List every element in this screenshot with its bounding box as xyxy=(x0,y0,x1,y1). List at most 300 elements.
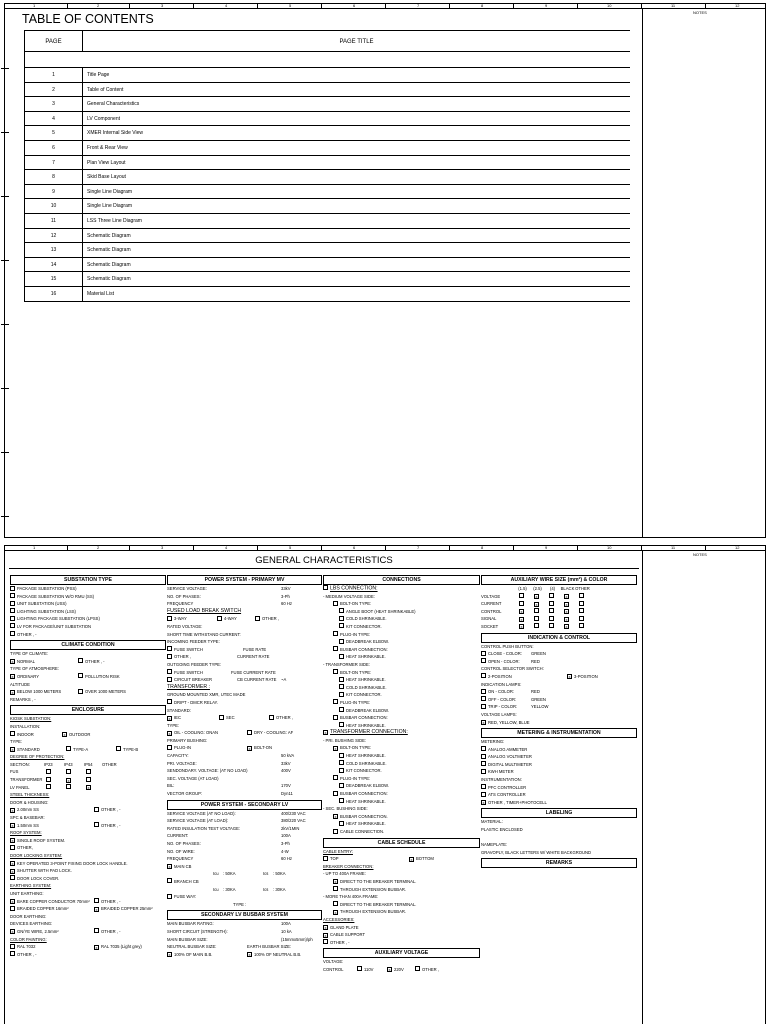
fuse-way-row xyxy=(167,893,322,901)
toc-page-title[interactable]: Single Line Diagram xyxy=(87,203,133,210)
toc-page-number: 10 xyxy=(25,199,83,213)
toc-page-title[interactable]: Front & Rear View xyxy=(87,144,128,151)
ip43-checkbox[interactable] xyxy=(66,778,71,783)
toc-page-number: 5 xyxy=(25,126,83,140)
toc-page-title[interactable]: Single Line Diagram xyxy=(87,188,133,195)
bare-other-checkbox[interactable] xyxy=(94,898,99,903)
kv-value[interactable]: (15mmx5mm)/ph xyxy=(281,936,313,942)
busbar-checkbox[interactable] xyxy=(333,791,338,796)
ip54-checkbox[interactable] xyxy=(86,769,91,774)
busbar-checkbox[interactable] xyxy=(333,715,338,720)
handle-checkbox[interactable] xyxy=(10,861,15,866)
kv-label: SERVICE VOLTAGE (AT LOAD): xyxy=(167,818,229,824)
spc-other-checkbox[interactable] xyxy=(94,822,99,827)
dry-checkbox[interactable] xyxy=(247,730,252,735)
wire-checkbox[interactable] xyxy=(534,594,539,599)
label: Ics xyxy=(263,886,269,892)
label: BRANCH CB xyxy=(174,878,199,884)
label: OTHER , - xyxy=(330,939,350,945)
secondary-rows xyxy=(167,810,322,863)
outdoor-checkbox[interactable] xyxy=(62,732,67,737)
ip23-checkbox[interactable] xyxy=(46,784,51,789)
label: IP23 xyxy=(44,761,53,767)
way4-checkbox[interactable] xyxy=(217,616,222,621)
kv-value[interactable]: 33kV xyxy=(281,586,291,591)
wire-checkbox[interactable] xyxy=(549,616,554,621)
door-thickness-checkbox[interactable] xyxy=(10,808,15,813)
door-other-checkbox[interactable] xyxy=(94,807,99,812)
bare-copper-row xyxy=(10,898,166,906)
rated-voltage: RATED VOLTAGE: xyxy=(167,623,203,629)
cooling-row xyxy=(167,729,322,737)
notes-label: NOTES xyxy=(693,10,707,15)
label: RED, YELLOW, BLUE xyxy=(488,719,530,725)
label: EARTH BUSBAR SIZE: xyxy=(247,944,292,950)
kv-row xyxy=(167,767,322,775)
toc-page-title[interactable]: XMER Internal Side View xyxy=(87,130,144,137)
toc-page-title[interactable]: Material List xyxy=(87,290,114,297)
v220-checkbox[interactable] xyxy=(387,967,392,972)
label: ATS CONTROLLER xyxy=(488,792,526,798)
digital-checkbox[interactable] xyxy=(481,761,486,766)
label: ANALOG VOLTMETER xyxy=(488,754,532,760)
off-row xyxy=(481,696,637,704)
cable-checkbox[interactable] xyxy=(333,829,338,834)
cb-row xyxy=(167,676,322,684)
ats-row xyxy=(481,791,637,799)
oil-checkbox[interactable] xyxy=(167,731,172,736)
connections-header: CONNECTIONS xyxy=(323,575,480,585)
substation-checkbox[interactable] xyxy=(10,608,15,613)
label: : 30KA xyxy=(223,886,236,892)
voltmeter-checkbox[interactable] xyxy=(481,754,486,759)
substation-checkbox[interactable] xyxy=(10,586,15,591)
other-checkbox[interactable] xyxy=(78,658,83,663)
substation-checkbox[interactable] xyxy=(10,623,15,628)
trip-checkbox[interactable] xyxy=(481,704,486,709)
cold-checkbox[interactable] xyxy=(339,684,344,689)
busbar-checkbox[interactable] xyxy=(333,646,338,651)
close-checkbox[interactable] xyxy=(481,651,486,656)
kv-value[interactable]: 33kV xyxy=(281,760,291,766)
bottom-checkbox[interactable] xyxy=(409,857,414,862)
label: DRY - COOLING: AF xyxy=(254,730,294,736)
wire-checkbox[interactable] xyxy=(579,608,584,613)
wire-col-header: (1.5) xyxy=(518,586,527,591)
label: HEAT SHRINKABLE. xyxy=(346,753,386,759)
bolt-on-checkbox[interactable] xyxy=(333,601,338,606)
ip43-checkbox[interactable] xyxy=(66,769,71,774)
kv-value[interactable]: 3-Ph xyxy=(281,593,290,599)
kv-value[interactable]: 60 Hz xyxy=(281,856,292,862)
kv-value[interactable]: 2kV/1MIN xyxy=(281,825,300,831)
shutter-checkbox[interactable] xyxy=(10,869,15,874)
through-checkbox[interactable] xyxy=(333,886,338,891)
label: OTHER , xyxy=(174,654,191,660)
door-row xyxy=(10,806,166,814)
ats-checkbox[interactable] xyxy=(481,792,486,797)
plugin-checkbox[interactable] xyxy=(167,745,172,750)
label: OTHER , TIMER+PHOTOCELL xyxy=(488,799,547,805)
voltage-label: VOLTAGE: xyxy=(323,959,344,965)
label: Icu xyxy=(213,871,219,877)
wire-checkbox[interactable] xyxy=(519,617,524,622)
label: ANALOG AMMETER xyxy=(488,746,528,752)
busbar-rows xyxy=(167,920,322,943)
toc-page-title[interactable]: Schematic Diagram xyxy=(87,232,131,239)
deadbreak-checkbox[interactable] xyxy=(339,783,344,788)
heat-checkbox[interactable] xyxy=(339,798,344,803)
toc-page-title[interactable]: Schematic Diagram xyxy=(87,276,131,283)
standard-checkbox[interactable] xyxy=(10,747,15,752)
wire-grid-header xyxy=(481,585,637,593)
steel-label: STEEL THICKNESS: xyxy=(10,792,50,798)
cold-row xyxy=(323,684,480,692)
gnyb-checkbox[interactable] xyxy=(10,929,15,934)
wire-checkbox[interactable] xyxy=(564,609,569,614)
direct-checkbox[interactable] xyxy=(333,879,338,884)
kv-label: NO. OF PHASES: xyxy=(167,841,201,846)
bolt-on-checkbox[interactable] xyxy=(333,669,338,674)
ammeter-checkbox[interactable] xyxy=(481,746,486,751)
kv-value[interactable]: 4-W xyxy=(281,848,289,854)
wire-checkbox[interactable] xyxy=(549,623,554,628)
bushing-row xyxy=(167,744,322,752)
wire-checkbox[interactable] xyxy=(519,624,524,629)
substation-type-item xyxy=(10,631,166,639)
ryb-checkbox[interactable] xyxy=(481,720,486,725)
fuse-switch-out-checkbox[interactable] xyxy=(167,669,172,674)
direct-checkbox[interactable] xyxy=(333,901,338,906)
ral7032-checkbox[interactable] xyxy=(10,944,15,949)
kv-value[interactable]: 170V xyxy=(281,783,291,789)
plugin-checkbox[interactable] xyxy=(333,631,338,636)
wire-checkbox[interactable] xyxy=(519,601,524,606)
wire-col-header: OTHER xyxy=(575,586,590,591)
kv-value[interactable]: 50 kVA xyxy=(281,753,295,759)
type-label: TYPE: xyxy=(10,739,23,745)
pfc-checkbox[interactable] xyxy=(481,784,486,789)
type-a-checkbox[interactable] xyxy=(66,746,71,751)
label: PFC CONTROLLER xyxy=(488,784,527,790)
kv-row xyxy=(167,600,322,608)
nameplate-label: NAMEPLATE: xyxy=(481,842,508,848)
pos2-checkbox[interactable] xyxy=(481,673,486,678)
bolt-on-row xyxy=(323,744,480,752)
sec-checkbox[interactable] xyxy=(219,715,224,720)
heat-checkbox[interactable] xyxy=(339,722,344,727)
handle-row xyxy=(10,860,166,868)
wire-checkbox[interactable] xyxy=(534,623,539,628)
heat-row xyxy=(323,676,480,684)
label: OIL - COOLING: ONAN xyxy=(174,730,219,736)
ip23-checkbox[interactable] xyxy=(46,769,51,774)
wire-checkbox[interactable] xyxy=(534,602,539,607)
label: TRIP - COLOR: xyxy=(488,704,518,710)
label: DEADBREAK ELBOW. xyxy=(346,707,390,713)
climate-type-label: TYPE OF CLIMATE: xyxy=(10,651,49,657)
kv-value[interactable]: 400/230 VAC xyxy=(281,810,306,816)
open-row xyxy=(481,658,637,666)
kv-value[interactable]: 60 Hz xyxy=(281,601,292,607)
aux-other-checkbox[interactable] xyxy=(415,966,420,971)
neutral-100-checkbox[interactable] xyxy=(167,952,172,957)
label: DIRECT TO THE BREAKER TERMINAL. xyxy=(340,878,417,884)
plugin-checkbox[interactable] xyxy=(333,775,338,780)
ruler-number: 3 xyxy=(161,545,164,550)
pollution-checkbox[interactable] xyxy=(78,673,83,678)
substation-checkbox[interactable] xyxy=(10,601,15,606)
cable-other-checkbox[interactable] xyxy=(323,939,328,944)
deadbreak-row xyxy=(323,707,480,715)
up-to: - UP TO 400A FRAME: xyxy=(323,871,366,877)
iec-checkbox[interactable] xyxy=(167,716,172,721)
ip23-checkbox[interactable] xyxy=(46,777,51,782)
label: BOLT-ON xyxy=(254,745,273,751)
fuse-way-checkbox[interactable] xyxy=(167,894,172,899)
notes-column xyxy=(642,9,765,537)
wire-checkbox[interactable] xyxy=(564,624,569,629)
color-row xyxy=(10,943,166,951)
toc-page-number: 1 xyxy=(25,68,83,82)
gland-row xyxy=(323,924,480,932)
cable-row xyxy=(323,828,480,836)
fuse-switch-checkbox[interactable] xyxy=(167,646,172,651)
heat-checkbox[interactable] xyxy=(339,654,344,659)
ral7035-checkbox[interactable] xyxy=(94,945,99,950)
kv-row xyxy=(167,928,322,936)
support-checkbox[interactable] xyxy=(323,933,328,938)
color-other-checkbox[interactable] xyxy=(10,951,15,956)
label: BOLT-ON TYPE: xyxy=(340,669,372,675)
kit-checkbox[interactable] xyxy=(339,692,344,697)
kv-row xyxy=(167,840,322,848)
cold-checkbox[interactable] xyxy=(339,760,344,765)
tr-conn-checkbox[interactable] xyxy=(323,730,328,735)
cold-checkbox[interactable] xyxy=(339,616,344,621)
ip54-checkbox[interactable] xyxy=(86,785,91,790)
deadbreak-checkbox[interactable] xyxy=(339,707,344,712)
toc-page-title[interactable]: LV Component xyxy=(87,115,120,122)
top-checkbox[interactable] xyxy=(323,856,328,861)
wire-checkbox[interactable] xyxy=(519,609,524,614)
wire-checkbox[interactable] xyxy=(579,616,584,621)
entry-row xyxy=(323,855,480,863)
label: DIRECT TO THE BREAKER TERMINAL. xyxy=(340,901,417,907)
incoming-label: INCOMING FEEDER TYPE: xyxy=(167,639,220,645)
std-other-checkbox[interactable] xyxy=(269,715,274,720)
wire-checkbox[interactable] xyxy=(564,617,569,622)
way-other-checkbox[interactable] xyxy=(255,616,260,621)
bolton-checkbox[interactable] xyxy=(247,746,252,751)
installation-row xyxy=(10,731,166,739)
branch-cb-checkbox[interactable] xyxy=(167,878,172,883)
wire-checkbox[interactable] xyxy=(534,608,539,613)
pos3-checkbox[interactable] xyxy=(567,674,572,679)
toc-page-number: 9 xyxy=(25,185,83,199)
wire-checkbox[interactable] xyxy=(534,616,539,621)
devices-earth-label: DEVICES EARTHING: xyxy=(10,921,53,927)
earth-100-checkbox[interactable] xyxy=(247,952,252,957)
angle-checkbox[interactable] xyxy=(339,608,344,613)
substation-checkbox[interactable] xyxy=(10,616,15,621)
kv-row xyxy=(167,810,322,818)
gnyb-other-checkbox[interactable] xyxy=(94,928,99,933)
main-cb-values xyxy=(167,870,322,878)
label: DIGITAL MULTIMETER xyxy=(488,761,532,767)
ruler-number: 10 xyxy=(607,545,612,550)
main-cb-checkbox[interactable] xyxy=(167,864,172,869)
kv-label: SEC. VOLTAGE (AT LOAD) xyxy=(167,775,219,781)
braided25-checkbox[interactable] xyxy=(94,907,99,912)
heat-checkbox[interactable] xyxy=(339,753,344,758)
busbar-row xyxy=(323,790,480,798)
door-lock-cover-checkbox[interactable] xyxy=(10,875,15,880)
kv-label: MAIN BUSBAR SIZE: xyxy=(167,936,208,942)
kv-value[interactable]: 100A xyxy=(281,921,291,927)
label: BUSBAR CONNECTION. xyxy=(340,813,388,819)
toc-page-title[interactable]: Plan View Layout xyxy=(87,159,126,166)
ruler-number: 12 xyxy=(735,545,740,550)
wire-checkbox[interactable] xyxy=(564,594,569,599)
label: INDOOR xyxy=(17,731,34,737)
toc-page-title[interactable]: Skid Base Layout xyxy=(87,174,126,181)
aux-voltage-header: AUXILIARY VOLTAGE xyxy=(323,948,480,958)
heat-checkbox[interactable] xyxy=(339,677,344,682)
wire-checkbox[interactable] xyxy=(564,602,569,607)
kv-label: RATED INSULATION TEST VOLTAGE: xyxy=(167,825,241,831)
kv-row xyxy=(167,825,322,833)
enclosure-header: ENCLOSURE xyxy=(10,705,166,715)
metering-label: METERING: xyxy=(481,739,505,745)
type-b-checkbox[interactable] xyxy=(116,746,121,751)
label: BUSBAR CONNECTION: xyxy=(340,791,388,797)
circuit-breaker-checkbox[interactable] xyxy=(167,677,172,682)
toc-page-title[interactable]: Schematic Diagram xyxy=(87,261,131,268)
kwh-checkbox[interactable] xyxy=(481,769,486,774)
plugin-checkbox[interactable] xyxy=(333,699,338,704)
braided16-checkbox[interactable] xyxy=(10,906,15,911)
label: MAIN CB xyxy=(174,863,192,869)
bolt-on-checkbox[interactable] xyxy=(333,746,338,751)
ip43-checkbox[interactable] xyxy=(66,784,71,789)
selector-label: CONTROL SELECTOR SWITCH: xyxy=(481,666,544,672)
label: BRAIDED COPPER 16mm² xyxy=(17,906,69,912)
wire-checkbox[interactable] xyxy=(579,601,584,606)
normal-checkbox[interactable] xyxy=(10,659,15,664)
v110-checkbox[interactable] xyxy=(357,966,362,971)
single-roof-checkbox[interactable] xyxy=(10,838,15,843)
kit-checkbox[interactable] xyxy=(339,623,344,628)
label: PACKAGE SUBSTATION W/O RMU (SS) xyxy=(17,593,95,599)
heat-checkbox[interactable] xyxy=(339,821,344,826)
ruler-number: 9 xyxy=(545,545,548,550)
roof-other-checkbox[interactable] xyxy=(10,845,15,850)
substation-type-item xyxy=(10,600,166,608)
kv-value[interactable]: 380/220 VAC xyxy=(281,818,306,824)
ordinary-checkbox[interactable] xyxy=(10,674,15,679)
label: 220V xyxy=(394,966,404,972)
roof-row xyxy=(10,837,166,845)
toc-page-title[interactable]: LSS Three Line Diagram xyxy=(87,217,142,224)
indoor-checkbox[interactable] xyxy=(10,731,15,736)
kv-value[interactable]: 3-Ph xyxy=(281,841,290,846)
toc-page-number: 8 xyxy=(25,170,83,184)
kv-value[interactable]: 10 kA xyxy=(281,928,292,934)
kv-value[interactable]: 400V xyxy=(281,768,291,774)
aux-wire-header: AUXILIARY WIRE SIZE (mm²) & COLOR xyxy=(481,575,637,585)
deadbreak-checkbox[interactable] xyxy=(339,639,344,644)
wire-checkbox[interactable] xyxy=(579,623,584,628)
substation-checkbox[interactable] xyxy=(10,631,15,636)
spc-thickness-checkbox[interactable] xyxy=(10,823,15,828)
label: 2-POSITION xyxy=(488,673,512,679)
kv-value[interactable]: Dyn11 xyxy=(281,791,293,797)
wire-checkbox[interactable] xyxy=(549,608,554,613)
open-checkbox[interactable] xyxy=(481,658,486,663)
kit-checkbox[interactable] xyxy=(339,768,344,773)
label: HEAT SHRINKABLE. xyxy=(346,821,386,827)
label: FUSE SWITCH xyxy=(174,646,203,652)
toc-row xyxy=(24,185,630,200)
on-checkbox[interactable] xyxy=(481,689,486,694)
protection-header-row xyxy=(10,761,166,769)
gland-checkbox[interactable] xyxy=(323,925,328,930)
branch-cb-values xyxy=(167,886,322,894)
incoming-other-checkbox[interactable] xyxy=(167,654,172,659)
wire-checkbox[interactable] xyxy=(579,593,584,598)
lbs-checkbox[interactable] xyxy=(323,585,328,590)
label: FUSE WAY: xyxy=(174,894,197,900)
shutter-row xyxy=(10,867,166,875)
kv-value[interactable]: 100A xyxy=(281,833,291,839)
ip54-checkbox[interactable] xyxy=(86,777,91,782)
primary-mv-header: POWER SYSTEM - PRIMARY MV xyxy=(167,575,322,585)
toc-page-title[interactable]: General Characteristics xyxy=(87,101,140,108)
label: KIT CONNECTOR. xyxy=(346,692,382,698)
kv-label: SERVICE VOLTAGE: xyxy=(167,586,207,591)
way3-checkbox[interactable] xyxy=(167,616,172,621)
label: YELLOW xyxy=(531,704,549,710)
type-row xyxy=(10,746,166,754)
over-checkbox[interactable] xyxy=(78,689,83,694)
instr-other-checkbox[interactable] xyxy=(481,800,486,805)
toc-page-title[interactable]: Schematic Diagram xyxy=(87,247,131,254)
through-checkbox[interactable] xyxy=(333,910,338,915)
off-checkbox[interactable] xyxy=(481,696,486,701)
label: COLD SHRINKABLE. xyxy=(346,616,387,622)
col-page-header: PAGE xyxy=(25,31,83,51)
substation-checkbox[interactable] xyxy=(10,593,15,598)
label: OUTDOOR xyxy=(69,731,91,737)
toc-page-title[interactable]: Title Page xyxy=(87,72,110,78)
toc-row xyxy=(24,112,630,127)
busbar-row xyxy=(323,646,480,654)
busbar-checkbox[interactable] xyxy=(333,814,338,819)
wire-checkbox[interactable] xyxy=(549,601,554,606)
wire-checkbox[interactable] xyxy=(519,593,524,598)
bare-copper-checkbox[interactable] xyxy=(10,899,15,904)
label: OFF - COLOR: xyxy=(488,696,517,702)
fuse-type-row xyxy=(167,901,322,909)
toc-page-title[interactable]: Table of Content xyxy=(87,86,124,93)
wire-checkbox[interactable] xyxy=(549,593,554,598)
wire-row-label: VOLTAGE xyxy=(481,593,501,599)
kv-label: CURRENT: xyxy=(167,833,189,839)
below-checkbox[interactable] xyxy=(10,690,15,695)
drip-checkbox[interactable] xyxy=(167,699,172,704)
kv-row xyxy=(167,593,322,601)
